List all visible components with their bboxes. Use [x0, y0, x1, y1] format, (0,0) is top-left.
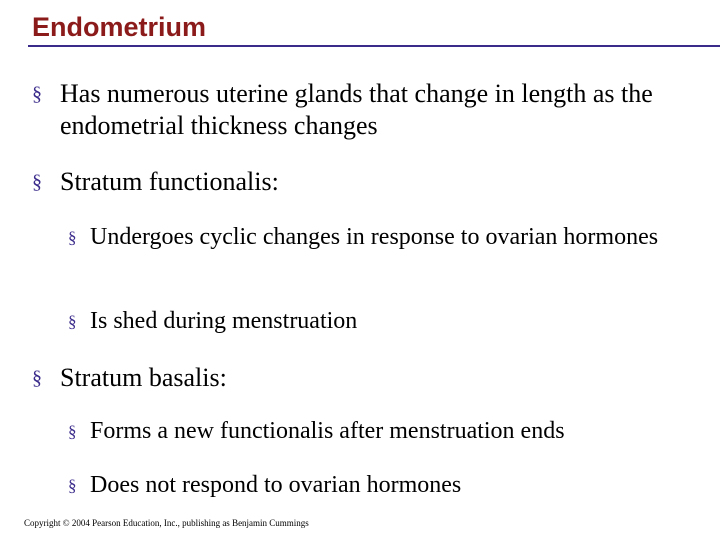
- bullet-stratum-functionalis: [32, 166, 692, 198]
- subbullet-shed-menstruation: [68, 306, 688, 338]
- bullet-text: Stratum basalis:: [60, 363, 227, 392]
- bullet-marker-icon: §: [32, 367, 42, 389]
- copyright-footer: Copyright © 2004 Pearson Education, Inc., publishing as Benjamin Cummings: [24, 518, 309, 528]
- subbullet-forms-functionalis: [68, 416, 688, 448]
- subbullet-text: Does not respond to ovarian hormones: [90, 472, 462, 498]
- subbullet-marker-icon: §: [68, 312, 77, 331]
- bullet-stratum-basalis: [32, 362, 692, 394]
- title-divider: [28, 45, 720, 47]
- bullet-marker-icon: §: [32, 83, 42, 105]
- bullet-text: Stratum functionalis:: [60, 167, 279, 196]
- bullet-uterine-glands: [32, 78, 692, 142]
- subbullet-text: Forms a new functionalis after menstruation ends: [90, 418, 565, 444]
- bullet-marker-icon: §: [32, 171, 42, 193]
- subbullet-cyclic-changes: [68, 222, 688, 254]
- subbullet-no-response: [68, 470, 688, 502]
- subbullet-text: Undergoes cyclic changes in response to ovarian hormones: [90, 224, 659, 250]
- bullet-text: Has numerous uterine glands that change in length as the endometrial thickness changes: [60, 79, 653, 140]
- slide-title: Endometrium: [32, 12, 207, 42]
- subbullet-marker-icon: §: [68, 476, 77, 495]
- subbullet-marker-icon: §: [68, 228, 77, 247]
- subbullet-marker-icon: §: [68, 422, 77, 441]
- subbullet-text: Is shed during menstruation: [90, 308, 358, 334]
